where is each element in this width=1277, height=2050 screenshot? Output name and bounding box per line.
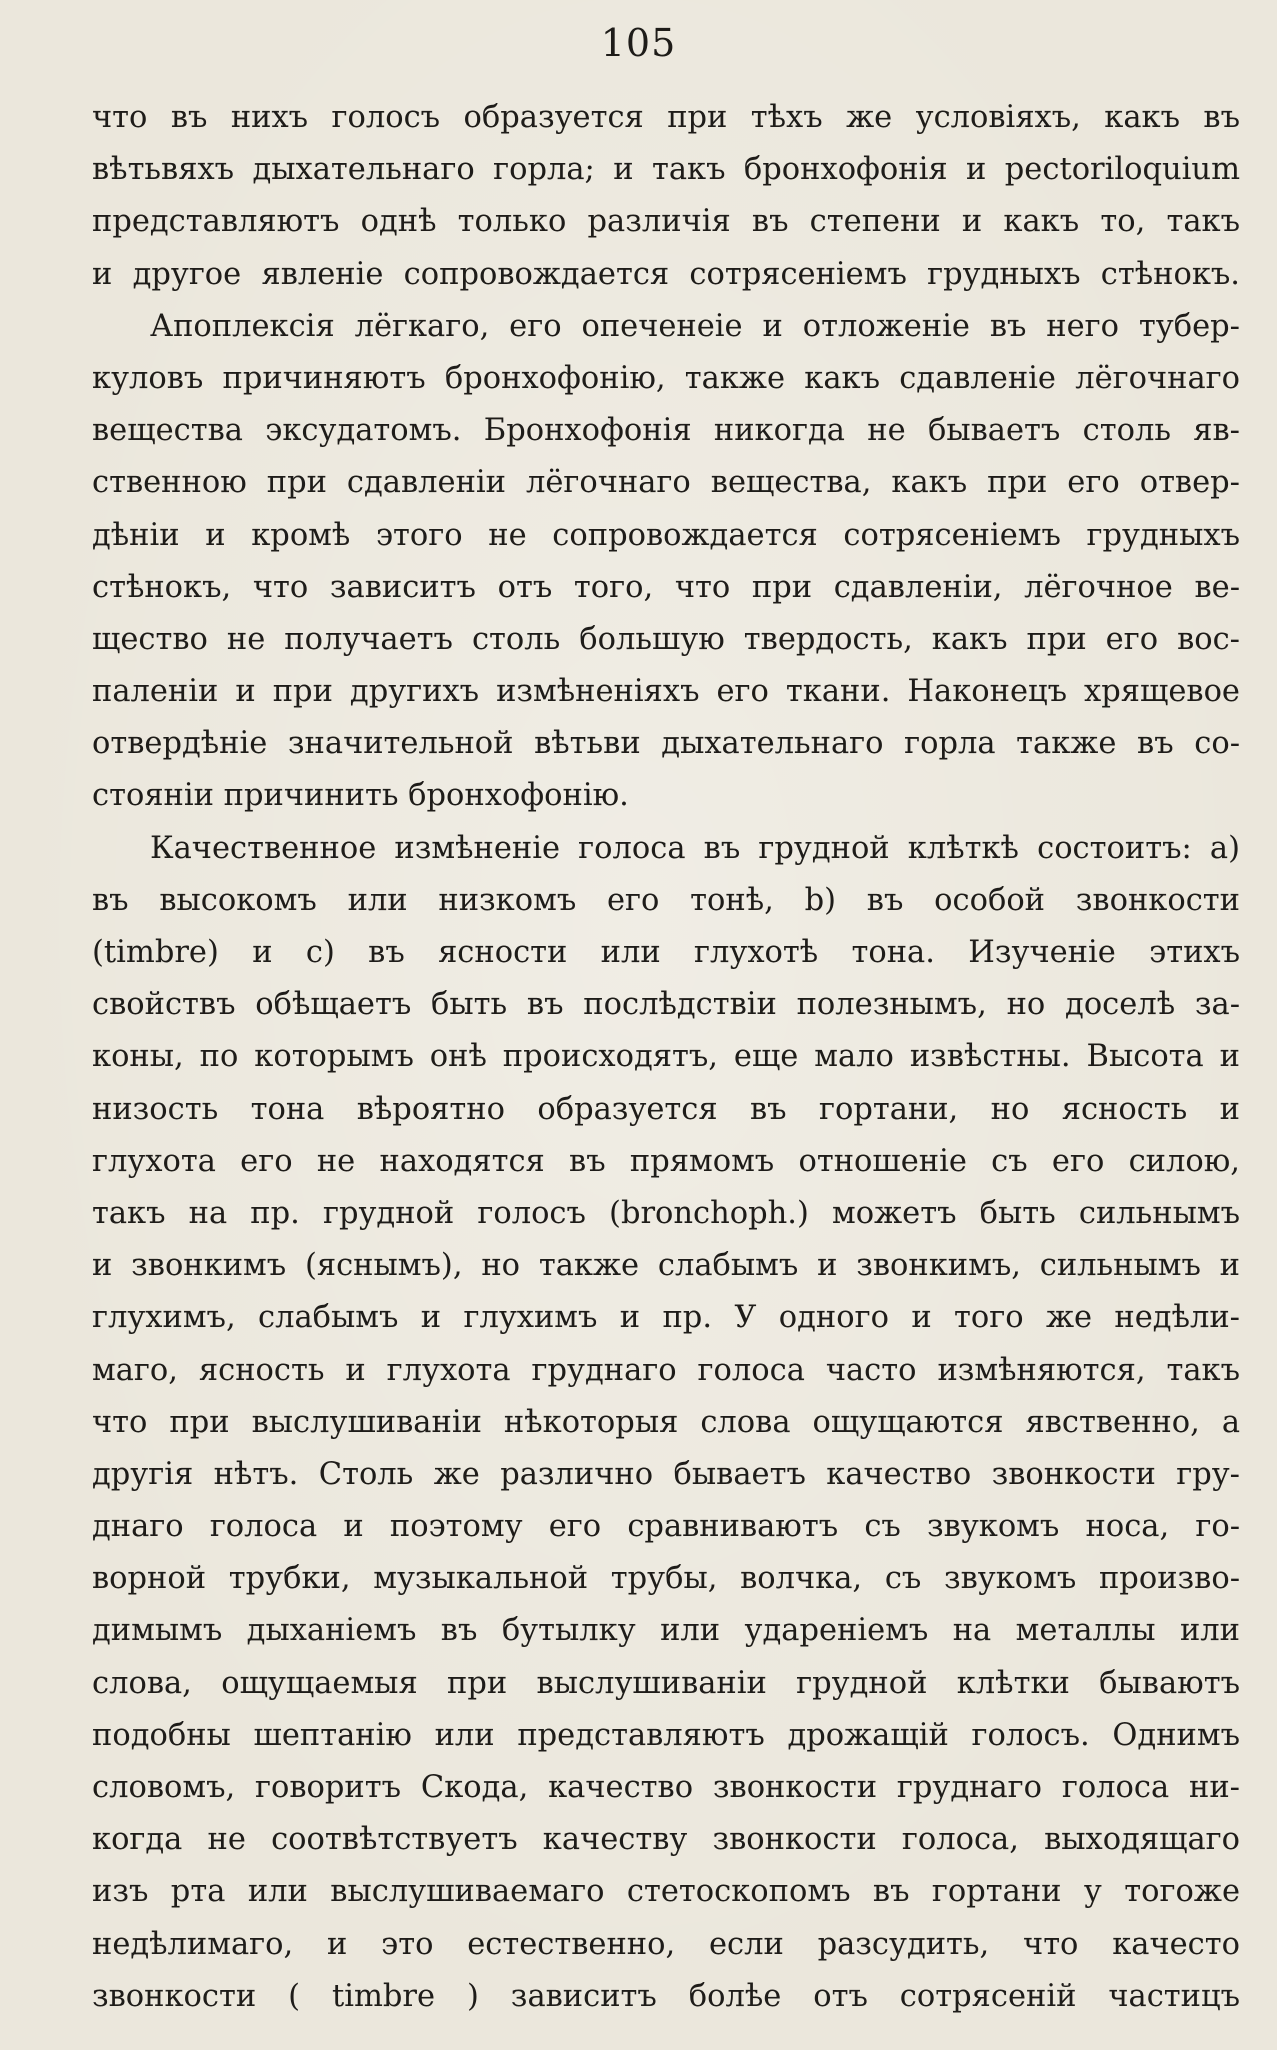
text-line: ворной трубки, музыкальной трубы, волчка, съ звукомъ произво-: [92, 1561, 1240, 1597]
text-line: недѣлимаго, и это естественно, если разсудить, что качесто: [92, 1926, 1240, 1962]
text-line: свойствъ обѣщаетъ быть въ послѣдствіи полезнымъ, но доселѣ за-: [92, 987, 1240, 1023]
text-line: другія нѣтъ. Столь же различно бываетъ качество звонкости гру-: [92, 1456, 1240, 1492]
text-line: подобны шептанію или представляютъ дрожащій голосъ. Однимъ: [92, 1717, 1240, 1753]
text-line: когда не соотвѣтствуетъ качеству звонкости голоса, выходящаго: [92, 1822, 1240, 1858]
text-line: вещества эксудатомъ. Бронхофонія никогда не бываетъ столь яв-: [92, 413, 1240, 449]
text-line: словомъ, говоритъ Скода, качество звонкости груднаго голоса ни-: [92, 1770, 1240, 1805]
text-line: маго, ясность и глухота груднаго голоса часто измѣняются, такъ: [92, 1352, 1240, 1388]
text-line: (timbre) и c) въ ясности или глухотѣ тона. Изученіе этихъ: [92, 935, 1240, 970]
text-line: глухимъ, слабымъ и глухимъ и пр. У одного и того же недѣли-: [92, 1300, 1240, 1336]
text-line: коны, по которымъ онѣ происходятъ, еще мало извѣстны. Высота и: [92, 1039, 1240, 1075]
text-line: звонкости ( timbre ) зависитъ болѣе отъ сотрясеній частицъ: [92, 1978, 1240, 2014]
text-line: что при выслушиваніи нѣкоторыя слова ощущаются явственно, а: [92, 1404, 1240, 1440]
text-line: ственною при сдавленіи лёгочнаго вещества, какъ при его отвер-: [92, 465, 1240, 501]
text-line: стояніи причинить бронхофонію.: [92, 778, 629, 814]
text-line: Качественное измѣненіе голоса въ грудной клѣткѣ состоитъ: a): [150, 830, 1240, 866]
text-line: изъ рта или выслушиваемаго стетоскопомъ въ гортани у тогоже: [92, 1874, 1240, 1910]
text-line: днаго голоса и поэтому его сравниваютъ съ звукомъ носа, го-: [92, 1509, 1240, 1545]
text-line: куловъ причиняютъ бронхофонію, также какъ сдавленіе лёгочнаго: [92, 360, 1240, 396]
text-line: такъ на пр. грудной голосъ (bronchoph.) можетъ быть сильнымъ: [92, 1195, 1240, 1231]
text-line: дѣніи и кромѣ этого не сопровождается сотрясеніемъ грудныхъ: [92, 517, 1240, 553]
text-line: и другое явленіе сопровождается сотрясеніемъ грудныхъ стѣнокъ.: [92, 256, 1240, 292]
text-line: димымъ дыханіемъ въ бутылку или удареніемъ на металлы или: [92, 1613, 1240, 1649]
text-line: что въ нихъ голосъ образуется при тѣхъ же условіяхъ, какъ въ: [92, 100, 1240, 135]
text-line: отвердѣніе значительной вѣтьви дыхательнаго горла также въ со-: [92, 726, 1240, 762]
body-text: [92, 92, 1240, 2023]
text-line: вѣтьвяхъ дыхательнаго горла; и такъ бронхофонія и pectoriloquium: [92, 152, 1240, 188]
text-line: стѣнокъ, что зависитъ отъ того, что при сдавленіи, лёгочное ве-: [92, 569, 1240, 605]
text-line: низость тона вѣроятно образуется въ гортани, но ясность и: [92, 1091, 1240, 1127]
text-line: глухота его не находятся въ прямомъ отношеніе съ его силою,: [92, 1143, 1240, 1179]
text-line: слова, ощущаемыя при выслушиваніи грудной клѣтки бываютъ: [92, 1665, 1240, 1701]
text-line: щество не получаетъ столь большую твердость, какъ при его вос-: [92, 621, 1240, 657]
text-line: Апоплексія лёгкаго, его опеченеіе и отложеніе въ него тубер-: [150, 308, 1240, 344]
text-line: паленіи и при другихъ измѣненіяхъ его ткани. Наконецъ хрящевое: [92, 674, 1240, 710]
text-line: въ высокомъ или низкомъ его тонѣ, b) въ особой звонкости: [92, 882, 1240, 918]
page-number: 105: [600, 21, 677, 65]
text-line: и звонкимъ (яснымъ), но также слабымъ и звонкимъ, сильнымъ и: [92, 1248, 1240, 1284]
text-line: представляютъ однѣ только различія въ степени и какъ то, такъ: [92, 204, 1240, 240]
